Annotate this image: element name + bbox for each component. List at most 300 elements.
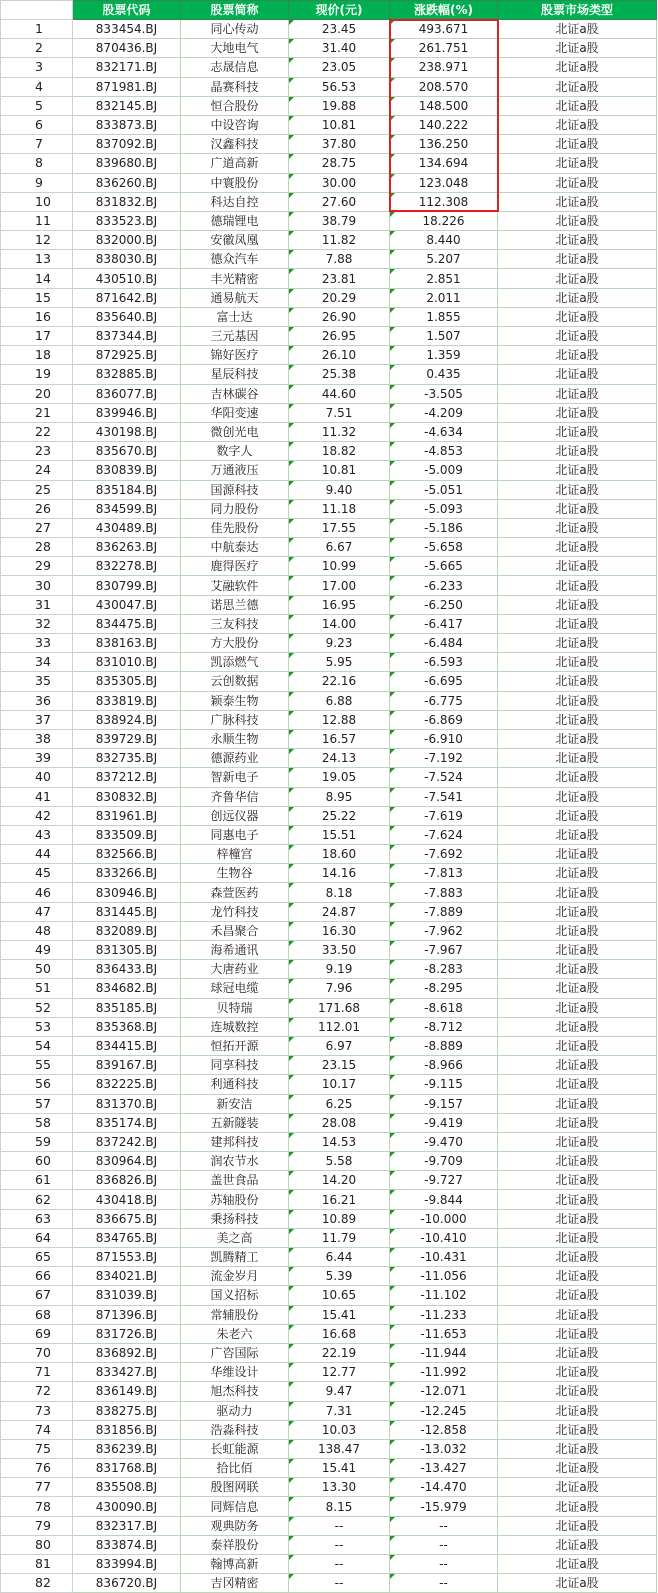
stock-name-cell[interactable]: 华维设计 (181, 1363, 289, 1382)
price-cell[interactable]: 12.77 (289, 1363, 390, 1382)
row-number-cell[interactable]: 82 (1, 1574, 73, 1593)
price-cell[interactable]: 11.79 (289, 1228, 390, 1247)
row-number-cell[interactable]: 54 (1, 1036, 73, 1055)
stock-code-cell[interactable]: 430198.BJ (73, 422, 181, 441)
table-row[interactable] (1, 768, 657, 787)
stock-name-cell[interactable]: 国源科技 (181, 480, 289, 499)
price-cell[interactable]: 10.65 (289, 1286, 390, 1305)
change-pct-cell[interactable]: -8.283 (390, 960, 498, 979)
market-type-cell[interactable]: 北证a股 (498, 346, 657, 365)
table-row[interactable] (1, 749, 657, 768)
price-cell[interactable]: 22.19 (289, 1343, 390, 1362)
price-cell[interactable]: 22.16 (289, 672, 390, 691)
change-pct-cell[interactable]: -7.624 (390, 825, 498, 844)
change-pct-cell[interactable]: -7.619 (390, 806, 498, 825)
change-pct-cell[interactable]: 148.500 (390, 96, 498, 115)
market-type-cell[interactable]: 北证a股 (498, 269, 657, 288)
market-type-cell[interactable]: 北证a股 (498, 1017, 657, 1036)
change-pct-cell[interactable]: 8.440 (390, 231, 498, 250)
change-pct-cell[interactable]: -9.709 (390, 1152, 498, 1171)
table-row[interactable] (1, 1267, 657, 1286)
change-pct-cell[interactable]: -13.032 (390, 1439, 498, 1458)
table-row[interactable] (1, 825, 657, 844)
market-type-cell[interactable]: 北证a股 (498, 595, 657, 614)
table-row[interactable] (1, 518, 657, 537)
change-pct-cell[interactable]: -12.071 (390, 1382, 498, 1401)
stock-code-cell[interactable]: 831039.BJ (73, 1286, 181, 1305)
price-cell[interactable]: 37.80 (289, 135, 390, 154)
row-number-cell[interactable]: 35 (1, 672, 73, 691)
stock-name-cell[interactable]: 利通科技 (181, 1075, 289, 1094)
price-cell[interactable]: 7.51 (289, 403, 390, 422)
stock-name-cell[interactable]: 星辰科技 (181, 365, 289, 384)
change-pct-cell[interactable]: -6.250 (390, 595, 498, 614)
row-number-header[interactable] (1, 1, 73, 20)
change-pct-cell[interactable]: -7.883 (390, 883, 498, 902)
table-row[interactable] (1, 1190, 657, 1209)
stock-code-cell[interactable]: 834682.BJ (73, 979, 181, 998)
price-cell[interactable]: 17.00 (289, 576, 390, 595)
stock-code-cell[interactable]: 870436.BJ (73, 39, 181, 58)
market-type-cell[interactable]: 北证a股 (498, 1209, 657, 1228)
row-number-cell[interactable]: 65 (1, 1248, 73, 1267)
price-cell[interactable]: 16.68 (289, 1324, 390, 1343)
price-cell[interactable]: 27.60 (289, 192, 390, 211)
change-pct-cell[interactable]: -9.419 (390, 1113, 498, 1132)
stock-code-cell[interactable]: 833873.BJ (73, 115, 181, 134)
change-pct-cell[interactable]: 2.851 (390, 269, 498, 288)
market-type-cell[interactable]: 北证a股 (498, 1305, 657, 1324)
stock-code-cell[interactable]: 831961.BJ (73, 806, 181, 825)
price-cell[interactable]: 10.03 (289, 1420, 390, 1439)
row-number-cell[interactable]: 23 (1, 442, 73, 461)
stock-name-cell[interactable]: 智新电子 (181, 768, 289, 787)
market-type-cell[interactable]: 北证a股 (498, 1382, 657, 1401)
price-cell[interactable]: 26.95 (289, 327, 390, 346)
market-type-cell[interactable]: 北证a股 (498, 115, 657, 134)
stock-code-cell[interactable]: 836892.BJ (73, 1343, 181, 1362)
change-pct-cell[interactable]: 123.048 (390, 173, 498, 192)
market-type-cell[interactable]: 北证a股 (498, 768, 657, 787)
row-number-cell[interactable]: 49 (1, 941, 73, 960)
table-row[interactable] (1, 231, 657, 250)
price-cell[interactable]: 10.17 (289, 1075, 390, 1094)
table-row[interactable] (1, 672, 657, 691)
change-pct-cell[interactable]: -- (390, 1555, 498, 1574)
stock-name-cell[interactable]: 润农节水 (181, 1152, 289, 1171)
row-number-cell[interactable]: 44 (1, 845, 73, 864)
table-row[interactable] (1, 806, 657, 825)
table-row[interactable] (1, 576, 657, 595)
table-row[interactable] (1, 480, 657, 499)
market-type-cell[interactable]: 北证a股 (498, 672, 657, 691)
row-number-cell[interactable]: 39 (1, 749, 73, 768)
stock-code-cell[interactable]: 831010.BJ (73, 653, 181, 672)
stock-name-cell[interactable]: 大地电气 (181, 39, 289, 58)
stock-code-cell[interactable]: 838030.BJ (73, 250, 181, 269)
market-type-cell[interactable]: 北证a股 (498, 921, 657, 940)
price-cell[interactable]: 24.13 (289, 749, 390, 768)
stock-code-cell[interactable]: 836260.BJ (73, 173, 181, 192)
stock-name-cell[interactable]: 大唐药业 (181, 960, 289, 979)
row-number-cell[interactable]: 71 (1, 1363, 73, 1382)
change-pct-cell[interactable]: -- (390, 1516, 498, 1535)
market-type-cell[interactable]: 北证a股 (498, 1363, 657, 1382)
row-number-cell[interactable]: 81 (1, 1555, 73, 1574)
stock-code-cell[interactable]: 833427.BJ (73, 1363, 181, 1382)
price-cell[interactable]: 6.67 (289, 538, 390, 557)
stock-name-cell[interactable]: 龙竹科技 (181, 902, 289, 921)
column-header-change-pct[interactable]: 涨跌幅(%) (390, 1, 498, 20)
table-row[interactable] (1, 250, 657, 269)
stock-name-cell[interactable]: 德瑞锂电 (181, 211, 289, 230)
stock-code-cell[interactable]: 830839.BJ (73, 461, 181, 480)
change-pct-cell[interactable]: -7.889 (390, 902, 498, 921)
price-cell[interactable]: 112.01 (289, 1017, 390, 1036)
table-row[interactable] (1, 634, 657, 653)
row-number-cell[interactable]: 42 (1, 806, 73, 825)
table-row[interactable] (1, 1363, 657, 1382)
price-cell[interactable]: 18.60 (289, 845, 390, 864)
stock-code-cell[interactable]: 836720.BJ (73, 1574, 181, 1593)
row-number-cell[interactable]: 22 (1, 422, 73, 441)
stock-name-cell[interactable]: 万通液压 (181, 461, 289, 480)
market-type-cell[interactable]: 北证a股 (498, 864, 657, 883)
market-type-cell[interactable]: 北证a股 (498, 1228, 657, 1247)
stock-code-cell[interactable]: 830946.BJ (73, 883, 181, 902)
price-cell[interactable]: 15.41 (289, 1459, 390, 1478)
table-row[interactable] (1, 365, 657, 384)
row-number-cell[interactable]: 38 (1, 729, 73, 748)
stock-name-cell[interactable]: 朱老六 (181, 1324, 289, 1343)
market-type-cell[interactable]: 北证a股 (498, 1555, 657, 1574)
price-cell[interactable]: 10.99 (289, 557, 390, 576)
price-cell[interactable]: 11.32 (289, 422, 390, 441)
change-pct-cell[interactable]: 1.359 (390, 346, 498, 365)
stock-name-cell[interactable]: 三友科技 (181, 614, 289, 633)
change-pct-cell[interactable]: -7.967 (390, 941, 498, 960)
row-number-cell[interactable]: 32 (1, 614, 73, 633)
row-number-cell[interactable]: 59 (1, 1132, 73, 1151)
stock-code-cell[interactable]: 833509.BJ (73, 825, 181, 844)
stock-code-cell[interactable]: 831856.BJ (73, 1420, 181, 1439)
price-cell[interactable]: 14.16 (289, 864, 390, 883)
market-type-cell[interactable]: 北证a股 (498, 403, 657, 422)
stock-name-cell[interactable]: 同辉信息 (181, 1497, 289, 1516)
market-type-cell[interactable]: 北证a股 (498, 883, 657, 902)
price-cell[interactable]: 138.47 (289, 1439, 390, 1458)
stock-name-cell[interactable]: 丰光精密 (181, 269, 289, 288)
change-pct-cell[interactable]: 1.507 (390, 327, 498, 346)
stock-name-cell[interactable]: 三元基因 (181, 327, 289, 346)
stock-name-cell[interactable]: 安徽凤凰 (181, 231, 289, 250)
table-row[interactable] (1, 1248, 657, 1267)
market-type-cell[interactable]: 北证a股 (498, 1248, 657, 1267)
table-row[interactable] (1, 653, 657, 672)
table-row[interactable] (1, 115, 657, 134)
change-pct-cell[interactable]: 208.570 (390, 77, 498, 96)
change-pct-cell[interactable]: -8.618 (390, 998, 498, 1017)
price-cell[interactable]: 16.30 (289, 921, 390, 940)
change-pct-cell[interactable]: -10.000 (390, 1209, 498, 1228)
stock-name-cell[interactable]: 旭杰科技 (181, 1382, 289, 1401)
row-number-cell[interactable]: 19 (1, 365, 73, 384)
stock-name-cell[interactable]: 贝特瑞 (181, 998, 289, 1017)
table-row[interactable] (1, 1094, 657, 1113)
market-type-cell[interactable]: 北证a股 (498, 365, 657, 384)
market-type-cell[interactable]: 北证a股 (498, 1343, 657, 1362)
market-type-cell[interactable]: 北证a股 (498, 941, 657, 960)
change-pct-cell[interactable]: -4.634 (390, 422, 498, 441)
table-row[interactable] (1, 58, 657, 77)
stock-code-cell[interactable]: 839729.BJ (73, 729, 181, 748)
market-type-cell[interactable]: 北证a股 (498, 480, 657, 499)
price-cell[interactable]: 9.40 (289, 480, 390, 499)
change-pct-cell[interactable]: -8.966 (390, 1056, 498, 1075)
row-number-cell[interactable]: 63 (1, 1209, 73, 1228)
stock-name-cell[interactable]: 恒拓开源 (181, 1036, 289, 1055)
row-number-cell[interactable]: 27 (1, 518, 73, 537)
table-row[interactable] (1, 729, 657, 748)
stock-name-cell[interactable]: 方大股份 (181, 634, 289, 653)
price-cell[interactable]: 26.10 (289, 346, 390, 365)
price-cell[interactable]: 23.15 (289, 1056, 390, 1075)
stock-name-cell[interactable]: 美之高 (181, 1228, 289, 1247)
stock-name-cell[interactable]: 海希通讯 (181, 941, 289, 960)
stock-name-cell[interactable]: 吉冈精密 (181, 1574, 289, 1593)
change-pct-cell[interactable]: -8.712 (390, 1017, 498, 1036)
change-pct-cell[interactable]: -7.813 (390, 864, 498, 883)
stock-code-cell[interactable]: 430090.BJ (73, 1497, 181, 1516)
price-cell[interactable]: 31.40 (289, 39, 390, 58)
stock-code-cell[interactable]: 832145.BJ (73, 96, 181, 115)
table-row[interactable] (1, 499, 657, 518)
stock-code-cell[interactable]: 836433.BJ (73, 960, 181, 979)
change-pct-cell[interactable]: -15.979 (390, 1497, 498, 1516)
stock-name-cell[interactable]: 通易航天 (181, 288, 289, 307)
stock-name-cell[interactable]: 浩淼科技 (181, 1420, 289, 1439)
row-number-cell[interactable]: 69 (1, 1324, 73, 1343)
table-row[interactable] (1, 192, 657, 211)
price-cell[interactable]: 7.96 (289, 979, 390, 998)
change-pct-cell[interactable]: -11.056 (390, 1267, 498, 1286)
table-row[interactable] (1, 77, 657, 96)
stock-code-cell[interactable]: 835184.BJ (73, 480, 181, 499)
change-pct-cell[interactable]: -6.910 (390, 729, 498, 748)
change-pct-cell[interactable]: -5.186 (390, 518, 498, 537)
stock-name-cell[interactable]: 同力股份 (181, 499, 289, 518)
stock-code-cell[interactable]: 836239.BJ (73, 1439, 181, 1458)
price-cell[interactable]: -- (289, 1574, 390, 1593)
row-number-cell[interactable]: 9 (1, 173, 73, 192)
market-type-cell[interactable]: 北证a股 (498, 499, 657, 518)
change-pct-cell[interactable]: -7.524 (390, 768, 498, 787)
stock-code-cell[interactable]: 871553.BJ (73, 1248, 181, 1267)
change-pct-cell[interactable]: -9.157 (390, 1094, 498, 1113)
table-row[interactable] (1, 1075, 657, 1094)
table-row[interactable] (1, 211, 657, 230)
market-type-cell[interactable]: 北证a股 (498, 1286, 657, 1305)
row-number-cell[interactable]: 80 (1, 1535, 73, 1554)
price-cell[interactable]: 10.89 (289, 1209, 390, 1228)
stock-code-cell[interactable]: 837344.BJ (73, 327, 181, 346)
price-cell[interactable]: 5.95 (289, 653, 390, 672)
table-row[interactable] (1, 20, 657, 39)
price-cell[interactable]: 11.18 (289, 499, 390, 518)
price-cell[interactable]: 33.50 (289, 941, 390, 960)
stock-code-cell[interactable]: 832735.BJ (73, 749, 181, 768)
stock-code-cell[interactable]: 836077.BJ (73, 384, 181, 403)
table-row[interactable] (1, 614, 657, 633)
table-row[interactable] (1, 39, 657, 58)
stock-code-cell[interactable]: 832089.BJ (73, 921, 181, 940)
stock-code-cell[interactable]: 835174.BJ (73, 1113, 181, 1132)
row-number-cell[interactable]: 1 (1, 20, 73, 39)
table-row[interactable] (1, 1343, 657, 1362)
market-type-cell[interactable]: 北证a股 (498, 1324, 657, 1343)
change-pct-cell[interactable]: -6.484 (390, 634, 498, 653)
row-number-cell[interactable]: 36 (1, 691, 73, 710)
stock-code-cell[interactable]: 835368.BJ (73, 1017, 181, 1036)
market-type-cell[interactable]: 北证a股 (498, 653, 657, 672)
stock-code-cell[interactable]: 833874.BJ (73, 1535, 181, 1554)
change-pct-cell[interactable]: -3.505 (390, 384, 498, 403)
stock-code-cell[interactable]: 831305.BJ (73, 941, 181, 960)
table-row[interactable] (1, 135, 657, 154)
change-pct-cell[interactable]: 112.308 (390, 192, 498, 211)
stock-code-cell[interactable]: 834021.BJ (73, 1267, 181, 1286)
change-pct-cell[interactable]: 18.226 (390, 211, 498, 230)
table-row[interactable] (1, 1152, 657, 1171)
row-number-cell[interactable]: 15 (1, 288, 73, 307)
stock-code-cell[interactable]: 835670.BJ (73, 442, 181, 461)
market-type-cell[interactable]: 北证a股 (498, 710, 657, 729)
change-pct-cell[interactable]: -5.665 (390, 557, 498, 576)
stock-code-cell[interactable]: 430489.BJ (73, 518, 181, 537)
change-pct-cell[interactable]: -6.775 (390, 691, 498, 710)
row-number-cell[interactable]: 74 (1, 1420, 73, 1439)
change-pct-cell[interactable]: -7.192 (390, 749, 498, 768)
row-number-cell[interactable]: 4 (1, 77, 73, 96)
stock-code-cell[interactable]: 872925.BJ (73, 346, 181, 365)
stock-code-cell[interactable]: 835508.BJ (73, 1478, 181, 1497)
market-type-cell[interactable]: 北证a股 (498, 1075, 657, 1094)
market-type-cell[interactable]: 北证a股 (498, 192, 657, 211)
table-row[interactable] (1, 327, 657, 346)
row-number-cell[interactable]: 50 (1, 960, 73, 979)
stock-name-cell[interactable]: 齐鲁华信 (181, 787, 289, 806)
change-pct-cell[interactable]: 2.011 (390, 288, 498, 307)
row-number-cell[interactable]: 41 (1, 787, 73, 806)
row-number-cell[interactable]: 7 (1, 135, 73, 154)
price-cell[interactable]: 8.18 (289, 883, 390, 902)
table-row[interactable] (1, 921, 657, 940)
row-number-cell[interactable]: 31 (1, 595, 73, 614)
stock-code-cell[interactable]: 871396.BJ (73, 1305, 181, 1324)
market-type-cell[interactable]: 北证a股 (498, 1497, 657, 1516)
stock-code-cell[interactable]: 834599.BJ (73, 499, 181, 518)
table-row[interactable] (1, 1382, 657, 1401)
table-row[interactable] (1, 1171, 657, 1190)
column-header-price[interactable]: 现价(元) (289, 1, 390, 20)
market-type-cell[interactable]: 北证a股 (498, 1420, 657, 1439)
table-row[interactable] (1, 998, 657, 1017)
stock-name-cell[interactable]: 苏轴股份 (181, 1190, 289, 1209)
market-type-cell[interactable]: 北证a股 (498, 979, 657, 998)
stock-code-cell[interactable]: 834415.BJ (73, 1036, 181, 1055)
market-type-cell[interactable]: 北证a股 (498, 691, 657, 710)
table-row[interactable] (1, 442, 657, 461)
market-type-cell[interactable]: 北证a股 (498, 806, 657, 825)
market-type-cell[interactable]: 北证a股 (498, 538, 657, 557)
change-pct-cell[interactable]: 140.222 (390, 115, 498, 134)
stock-name-cell[interactable]: 富士达 (181, 307, 289, 326)
table-row[interactable] (1, 902, 657, 921)
market-type-cell[interactable]: 北证a股 (498, 154, 657, 173)
change-pct-cell[interactable]: -6.695 (390, 672, 498, 691)
row-number-cell[interactable]: 34 (1, 653, 73, 672)
row-number-cell[interactable]: 21 (1, 403, 73, 422)
table-row[interactable] (1, 557, 657, 576)
stock-name-cell[interactable]: 秉扬科技 (181, 1209, 289, 1228)
market-type-cell[interactable]: 北证a股 (498, 729, 657, 748)
market-type-cell[interactable]: 北证a股 (498, 384, 657, 403)
change-pct-cell[interactable]: -7.962 (390, 921, 498, 940)
change-pct-cell[interactable]: -9.115 (390, 1075, 498, 1094)
change-pct-cell[interactable]: -12.245 (390, 1401, 498, 1420)
change-pct-cell[interactable]: -6.869 (390, 710, 498, 729)
stock-name-cell[interactable]: 同享科技 (181, 1056, 289, 1075)
market-type-cell[interactable]: 北证a股 (498, 250, 657, 269)
price-cell[interactable]: 23.45 (289, 20, 390, 39)
row-number-cell[interactable]: 33 (1, 634, 73, 653)
stock-code-cell[interactable]: 837092.BJ (73, 135, 181, 154)
stock-code-cell[interactable]: 838924.BJ (73, 710, 181, 729)
row-number-cell[interactable]: 43 (1, 825, 73, 844)
table-row[interactable] (1, 864, 657, 883)
price-cell[interactable]: 25.22 (289, 806, 390, 825)
stock-name-cell[interactable]: 永顺生物 (181, 729, 289, 748)
change-pct-cell[interactable]: -10.410 (390, 1228, 498, 1247)
price-cell[interactable]: -- (289, 1516, 390, 1535)
change-pct-cell[interactable]: 238.971 (390, 58, 498, 77)
market-type-cell[interactable]: 北证a股 (498, 422, 657, 441)
row-number-cell[interactable]: 70 (1, 1343, 73, 1362)
stock-code-cell[interactable]: 832171.BJ (73, 58, 181, 77)
stock-name-cell[interactable]: 广道高新 (181, 154, 289, 173)
table-row[interactable] (1, 1056, 657, 1075)
stock-name-cell[interactable]: 流金岁月 (181, 1267, 289, 1286)
table-row[interactable] (1, 1401, 657, 1420)
row-number-cell[interactable]: 72 (1, 1382, 73, 1401)
row-number-cell[interactable]: 75 (1, 1439, 73, 1458)
stock-name-cell[interactable]: 连城数控 (181, 1017, 289, 1036)
table-row[interactable] (1, 1478, 657, 1497)
market-type-cell[interactable]: 北证a股 (498, 1516, 657, 1535)
row-number-cell[interactable]: 16 (1, 307, 73, 326)
row-number-cell[interactable]: 14 (1, 269, 73, 288)
table-row[interactable] (1, 1497, 657, 1516)
price-cell[interactable]: -- (289, 1535, 390, 1554)
stock-name-cell[interactable]: 鹿得医疗 (181, 557, 289, 576)
row-number-cell[interactable]: 73 (1, 1401, 73, 1420)
market-type-cell[interactable]: 北证a股 (498, 77, 657, 96)
change-pct-cell[interactable]: -11.653 (390, 1324, 498, 1343)
change-pct-cell[interactable]: -9.727 (390, 1171, 498, 1190)
stock-code-cell[interactable]: 871642.BJ (73, 288, 181, 307)
stock-name-cell[interactable]: 生物谷 (181, 864, 289, 883)
table-row[interactable] (1, 1209, 657, 1228)
